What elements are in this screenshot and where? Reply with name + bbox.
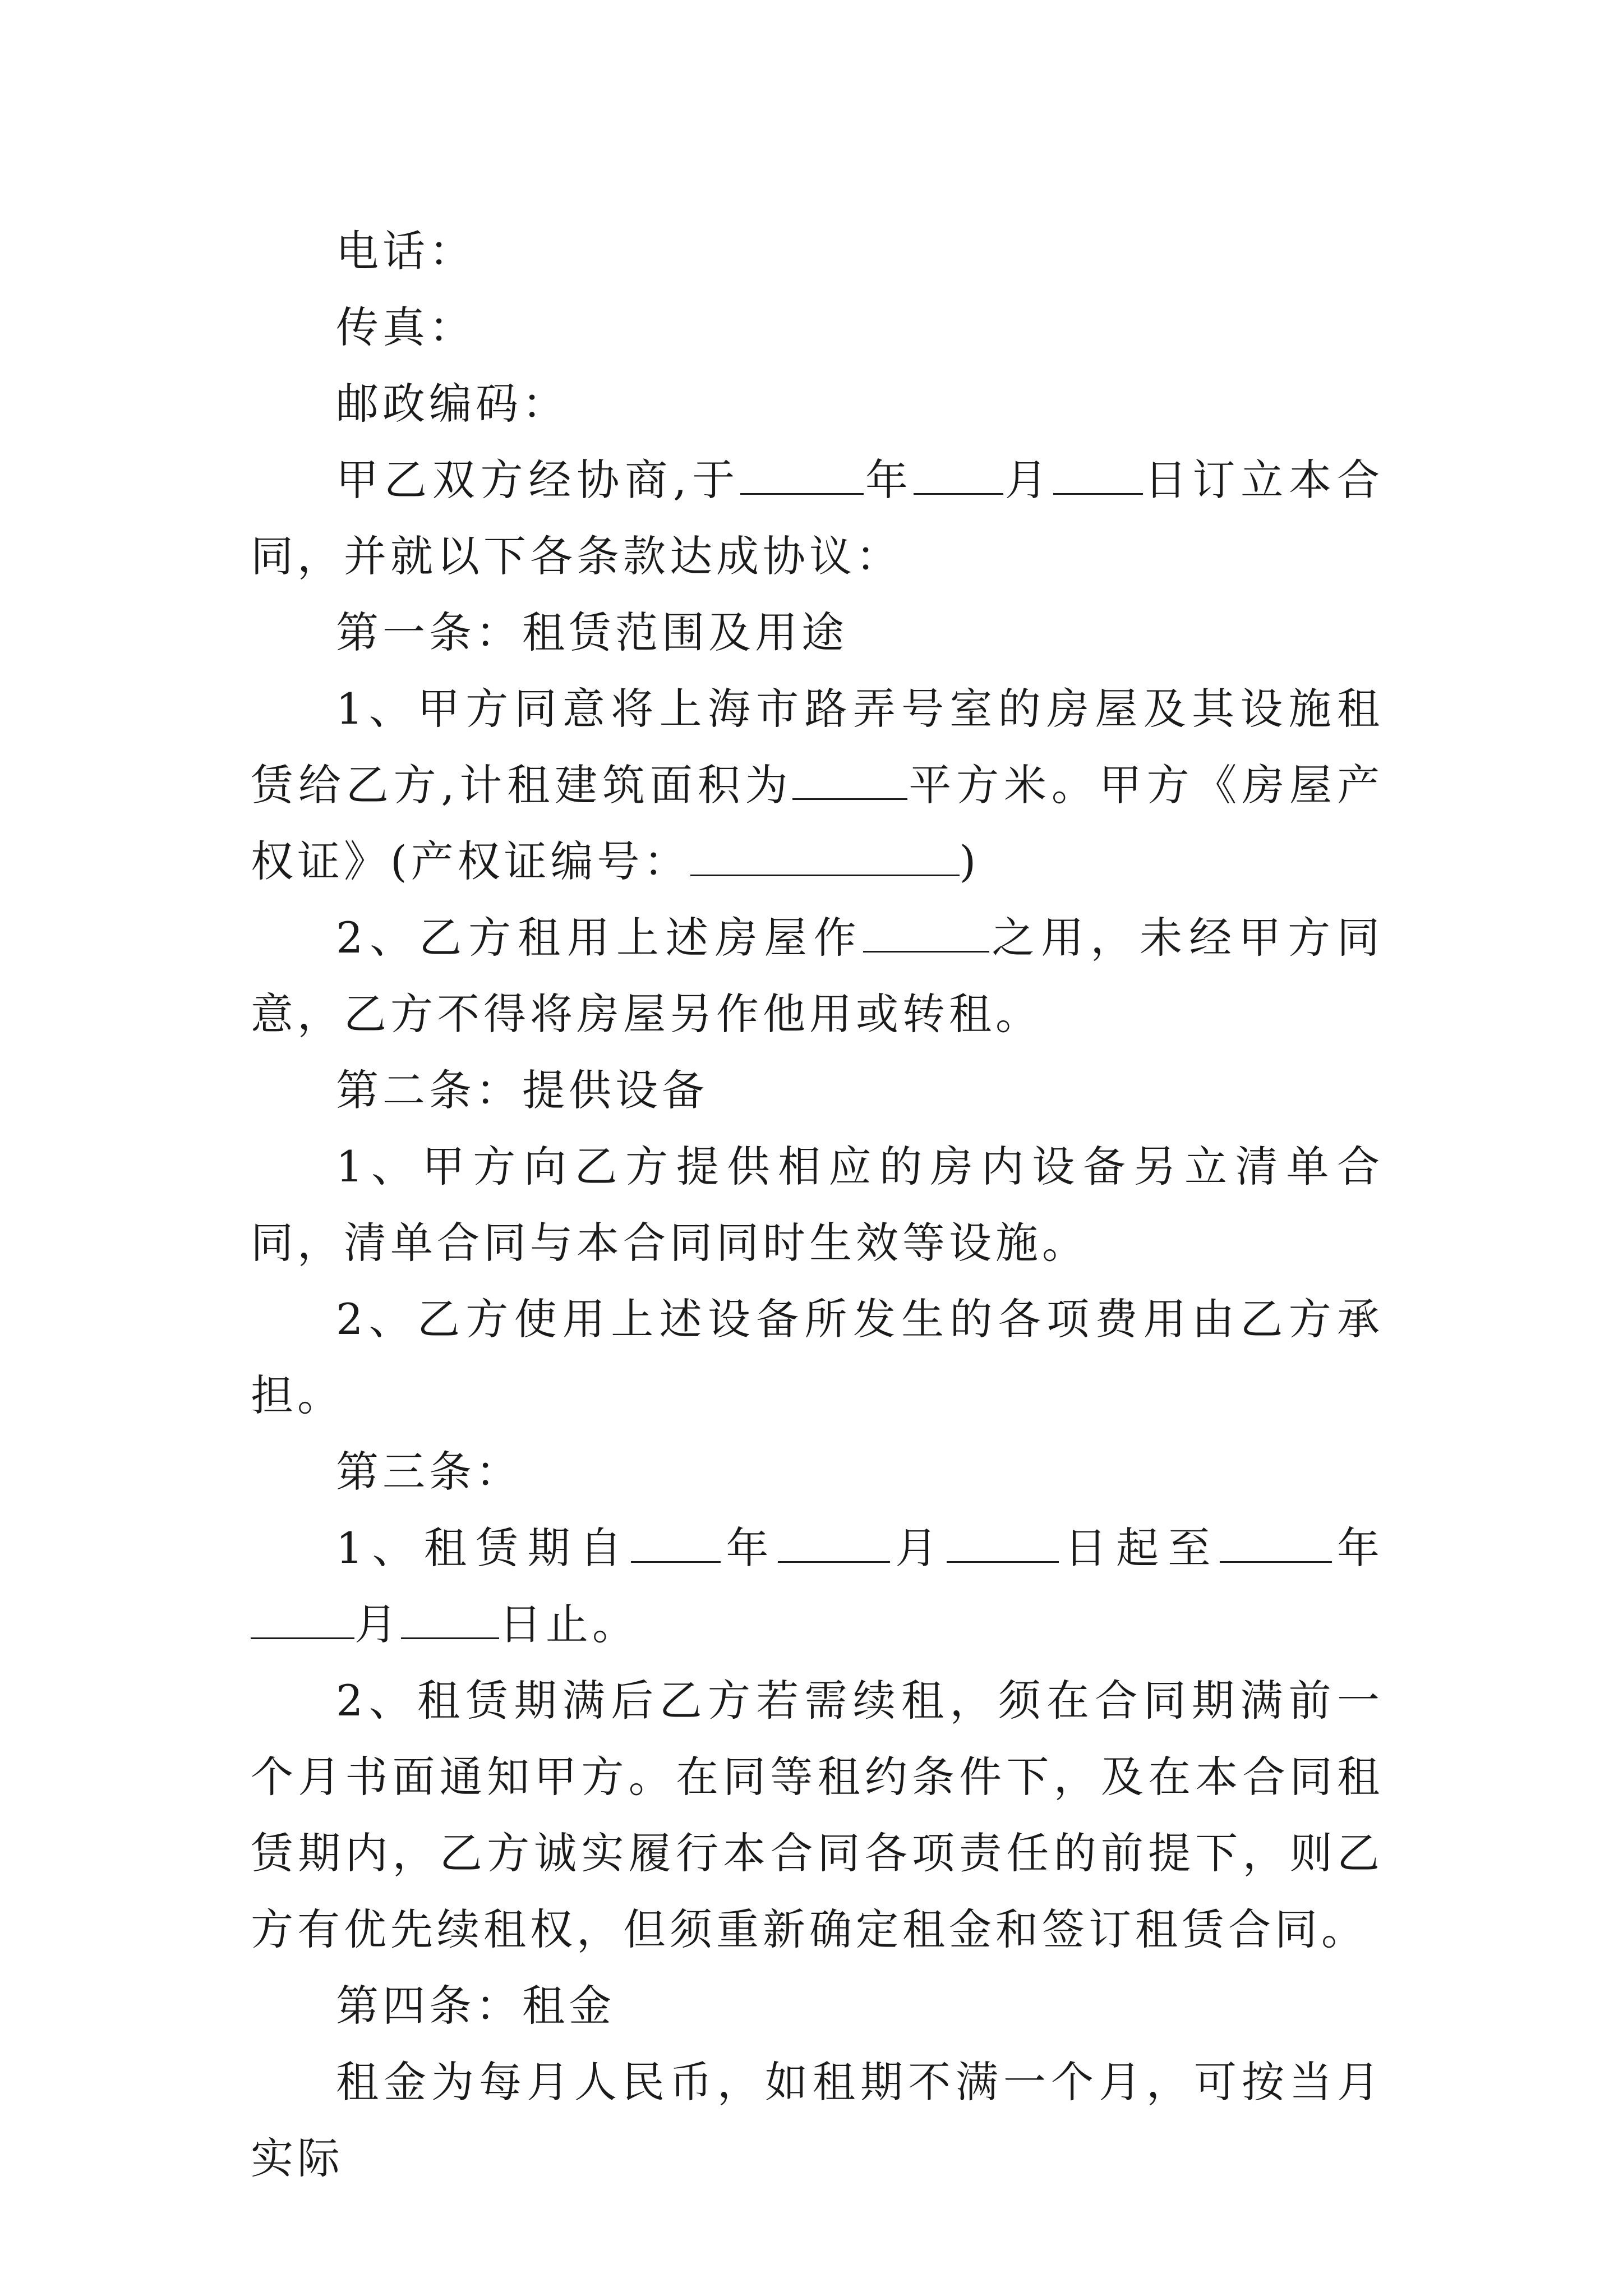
usage-blank: [863, 916, 989, 953]
clause-1-1-cert: 平方米。甲方《房屋产权证》(产权证编号：: [251, 760, 1384, 886]
end-year-blank: [1220, 1526, 1332, 1563]
document-body: [251, 213, 1384, 2197]
intro-tail: 日订立本合同，并就以下各条款达成协议：: [251, 455, 1384, 581]
clause-3-1-month: 月: [889, 1523, 947, 1573]
clause-3-1-text: 1、租赁期自: [336, 1523, 631, 1573]
day-blank: [1053, 458, 1143, 495]
year-blank: [740, 458, 864, 495]
article-1-heading: [251, 595, 1384, 671]
article-3-title: 第三条：: [336, 1447, 522, 1497]
clause-3-1-endyear: 年: [1331, 1523, 1384, 1573]
fax-line: [251, 289, 1384, 366]
article-4-clause-1: [251, 2044, 1384, 2197]
article-3-clause-1: [251, 1510, 1384, 1663]
area-blank: [792, 763, 907, 800]
clause-4-1-text: 租金为每月人民币，如租期不满一个月，可按当月实际: [251, 2057, 1384, 2183]
article-2-heading: [251, 1052, 1384, 1129]
clause-3-1-end: 日止。: [499, 1599, 639, 1649]
clause-1-2-text: 2、乙方租用上述房屋作: [336, 913, 863, 963]
intro-paragraph: [251, 442, 1384, 595]
clause-1-2-tail: 之用，未经甲方同意，乙方不得将房屋另作他用或转租。: [251, 913, 1384, 1039]
clause-1-1-text: 1、甲方同意将上海市路弄号室的房屋及其设施租赁给乙方,计租建筑面积为: [251, 684, 1384, 810]
intro-month: 月: [1003, 455, 1053, 505]
clause-3-1-endmonth: 月: [354, 1599, 401, 1649]
clause-3-1-year: 年: [721, 1523, 778, 1573]
phone-label: 电话：: [336, 226, 476, 276]
article-2-title: 第二条：提供设备: [336, 1065, 708, 1115]
article-2-clause-1: [251, 1129, 1384, 1281]
article-1-clause-1: [251, 671, 1384, 900]
article-4-title: 第四条：租金: [336, 1981, 615, 2031]
start-year-blank: [631, 1526, 721, 1563]
clause-3-2-text: 2、租赁期满后乙方若需续租，须在合同期满前一个月书面通知甲方。在同等租约条件下，及在本合同租赁期内，乙方诚实履行本合同各项责任的前提下，则乙方有优先续租权，但须重新确定租金和签订租赁合同。: [251, 1676, 1384, 1954]
cert-number-blank: [690, 840, 960, 876]
postcode-line: [251, 366, 1384, 442]
intro-text: 甲乙双方经协商,于: [336, 455, 741, 505]
phone-line: [251, 213, 1384, 289]
end-month-blank: [251, 1603, 354, 1639]
start-month-blank: [778, 1526, 890, 1563]
intro-year: 年: [864, 455, 914, 505]
article-3-heading: [251, 1434, 1384, 1510]
article-1-clause-2: [251, 900, 1384, 1052]
postcode-label: 邮政编码：: [336, 379, 569, 429]
clause-2-2-text: 2、乙方使用上述设备所发生的各项费用由乙方承担。: [251, 1294, 1384, 1420]
fax-label: 传真：: [336, 302, 476, 352]
article-2-clause-2: [251, 1281, 1384, 1434]
article-4-heading: [251, 1968, 1384, 2044]
article-3-clause-2: [251, 1663, 1384, 1968]
article-1-title: 第一条：租赁范围及用途: [336, 608, 848, 657]
start-day-blank: [947, 1526, 1059, 1563]
clause-1-1-close: ): [959, 836, 980, 886]
clause-3-1-until: 日起至: [1059, 1523, 1220, 1573]
end-day-blank: [401, 1603, 499, 1639]
clause-2-1-text: 1、甲方向乙方提供相应的房内设备另立清单合同，清单合同与本合同同时生效等设施。: [251, 1142, 1384, 1268]
month-blank: [914, 458, 1003, 495]
